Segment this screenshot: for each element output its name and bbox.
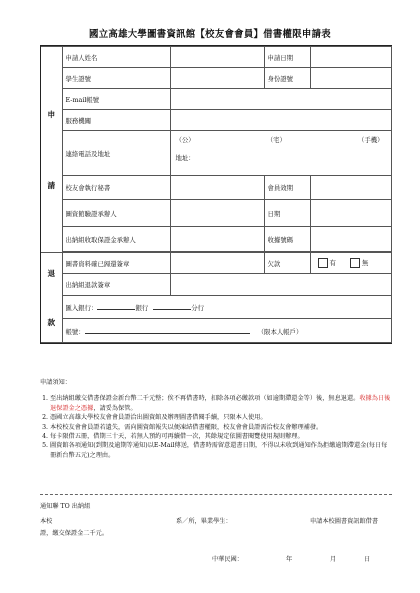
cashier-label: 出納組收取保證金承辦人 bbox=[62, 227, 170, 252]
staff-label: 圖資館驗證承辦人 bbox=[62, 200, 170, 227]
refund-section-label bbox=[41, 253, 62, 343]
member-period-label: 會員效期 bbox=[264, 176, 310, 200]
bank-mid-label: 銀行 bbox=[135, 304, 149, 312]
debt-label: 欠款 bbox=[264, 253, 310, 274]
note-item: 5. 圖資館各項通知(到期及逾期等通知)以E-Mail傳送，借書時需留意還書日期，不得以未收到通知作為拒繳逾期滯還金(每日每冊新台幣五元)之理由。 bbox=[50, 441, 392, 460]
notice-slip bbox=[40, 502, 392, 570]
name-label: 申請人姓名 bbox=[62, 47, 170, 68]
slip-dept: 系／所，畢業學生： bbox=[176, 518, 232, 525]
slip-year: 年 bbox=[286, 556, 293, 563]
date-field[interactable] bbox=[310, 47, 391, 68]
branch-name-field[interactable] bbox=[153, 302, 191, 310]
account-note: （限本人帳戶） bbox=[257, 327, 303, 336]
refund-char-1: 退 bbox=[47, 268, 56, 278]
notes-header: 申請須知： bbox=[40, 379, 71, 386]
tel-mobile-label: （手機） bbox=[357, 136, 384, 144]
cashier-field[interactable] bbox=[170, 227, 264, 252]
apply-char-1: 申 bbox=[47, 109, 56, 119]
account-row bbox=[62, 319, 391, 343]
id-no-label: 身份證號 bbox=[264, 68, 310, 89]
note-item: 2. 憑國立高雄大學校友會會員證洽出圖資館及辦理圖書借閱手續，只限本人使用。 bbox=[50, 413, 392, 422]
receipt-field[interactable] bbox=[310, 227, 391, 252]
refund-sign-field[interactable] bbox=[170, 274, 391, 296]
apply-section-label bbox=[41, 47, 62, 253]
staff-field[interactable] bbox=[170, 200, 264, 227]
debt-yes-checkbox[interactable] bbox=[318, 258, 328, 268]
email-label: E-mail帳號 bbox=[62, 89, 170, 110]
name-field[interactable] bbox=[170, 47, 264, 68]
receipt-label: 收據號碼 bbox=[264, 227, 310, 252]
note-item: 4. 每卡限借五冊，借期三十天，若無人預約可再續借一次，其餘規定依圖書閱覽使用規則辦理。 bbox=[50, 432, 392, 441]
application-form bbox=[40, 45, 392, 344]
account-field[interactable] bbox=[85, 326, 250, 334]
application-notes bbox=[40, 378, 392, 460]
org-field[interactable] bbox=[170, 110, 391, 131]
return-sign-label: 圖書資料確已歸還簽章 bbox=[62, 253, 170, 274]
debt-yes-label: 有 bbox=[329, 259, 336, 267]
date-label: 申請日期 bbox=[264, 47, 310, 68]
contact-field[interactable] bbox=[170, 131, 391, 176]
slip-text1: 申請本校圖書資訊館借書 bbox=[310, 518, 379, 525]
account-label: 帳號： bbox=[65, 327, 85, 336]
org-label: 服務機關 bbox=[62, 110, 170, 131]
slip-school: 本校 bbox=[40, 518, 53, 525]
slip-text2: 證，繳交保證金二千元。 bbox=[40, 530, 109, 537]
member-period-field[interactable] bbox=[310, 176, 391, 200]
note-highlight: 收據為日後退保證金之憑據 bbox=[50, 395, 391, 412]
branch-label: 分行 bbox=[191, 304, 205, 312]
form-title: 國立高雄大學圖書資訊館【校友會會員】借書權限申請表 bbox=[89, 29, 331, 40]
id-no-field[interactable] bbox=[310, 68, 391, 89]
debt-no-checkbox[interactable] bbox=[350, 258, 360, 268]
tel-office-label: （公） bbox=[175, 136, 195, 144]
secretary-label: 校友會執行秘書 bbox=[62, 176, 170, 200]
note-item: 1. 至出納組繳交借書保證金新台幣二千元整；俟不再借書時，扣除各項必繳款項（如逾期滯還金等）後，無息退還。收據為日後退保證金之憑據，請妥為保管。 bbox=[50, 394, 392, 413]
contact-label: 連絡電話及地址 bbox=[62, 131, 170, 176]
bank-row bbox=[62, 296, 391, 319]
slip-roc: 中華民國： bbox=[212, 556, 243, 563]
refund-sign-label: 出納組退款簽章 bbox=[62, 274, 170, 296]
bank-name-field[interactable] bbox=[97, 302, 135, 310]
email-field[interactable] bbox=[170, 89, 391, 110]
note-item: 3. 本校校友會會員證若遺失，需向圖資館報失以便凍結借書權限，校友會會員證需洽校友會辦理補發。 bbox=[50, 423, 392, 432]
apply-char-2: 請 bbox=[47, 180, 56, 190]
debt-options bbox=[310, 253, 391, 274]
student-id-field[interactable] bbox=[170, 68, 264, 89]
student-id-label: 學生證號 bbox=[62, 68, 170, 89]
cut-line bbox=[40, 494, 392, 495]
tel-home-label: （宅） bbox=[266, 136, 286, 144]
return-sign-field[interactable] bbox=[170, 253, 264, 274]
notice-to: 通知聯 TO 出納組 bbox=[40, 503, 91, 510]
address-label: 地址： bbox=[175, 154, 195, 162]
notes-list bbox=[40, 394, 392, 460]
refund-char-2: 款 bbox=[47, 317, 56, 327]
staff-date-field[interactable] bbox=[310, 200, 391, 227]
application-table bbox=[41, 46, 392, 343]
bank-label: 匯入銀行： bbox=[65, 304, 98, 312]
slip-day: 日 bbox=[364, 556, 371, 563]
slip-month: 月 bbox=[330, 556, 337, 563]
staff-date-label: 日期 bbox=[264, 200, 310, 227]
debt-no-label: 無 bbox=[361, 259, 369, 267]
secretary-field[interactable] bbox=[170, 176, 264, 200]
